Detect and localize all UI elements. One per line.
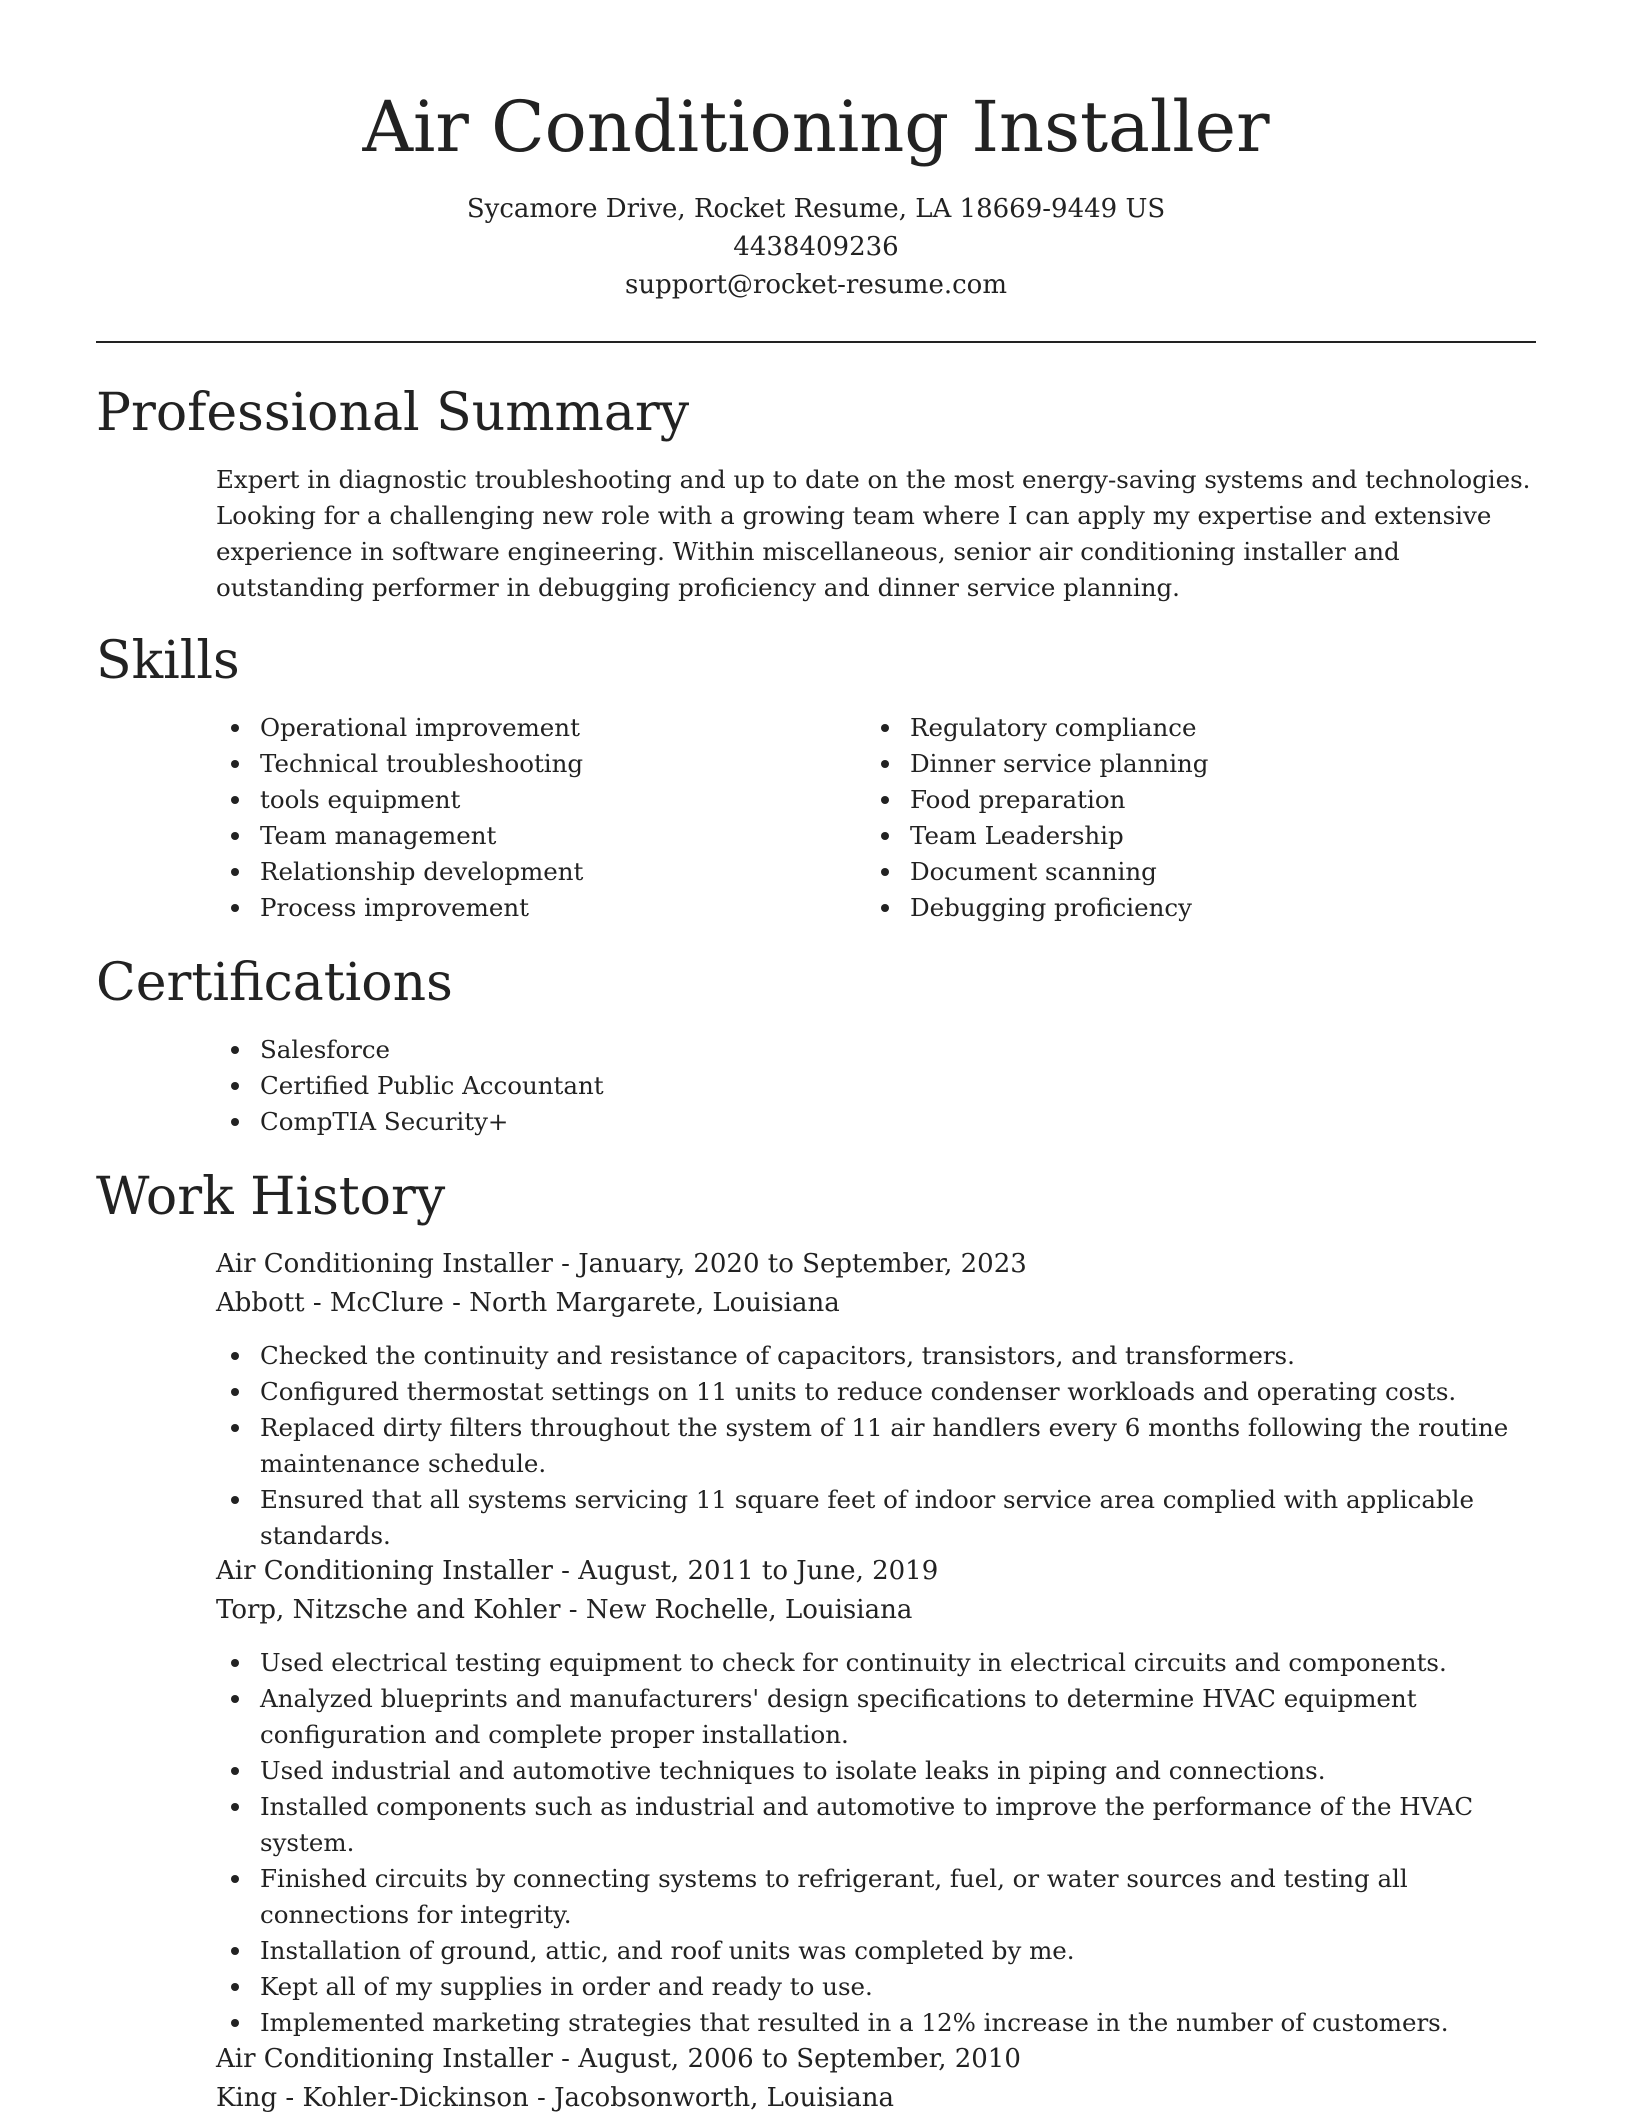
job-entry	[216, 2040, 1540, 2118]
list-item: Used industrial and automotive techniques to isolate leaks in piping and connections.	[216, 1753, 1540, 1789]
list-item: Certified Public Accountant	[216, 1068, 604, 1104]
list-item: Finished circuits by connecting systems to refrigerant, fuel, or water sources and testing all connections for integrity.	[216, 1861, 1540, 1933]
section-title-work-history: Work History	[96, 1167, 446, 1227]
list-item: Configured thermostat settings on 11 units to reduce condenser workloads and operating costs.	[216, 1374, 1540, 1410]
list-item: Installation of ground, attic, and roof units was completed by me.	[216, 1933, 1540, 1969]
list-item: Analyzed blueprints and manufacturers' design specifications to determine HVAC equipment configuration and complete proper installation.	[216, 1681, 1540, 1753]
contact-email: support@rocket-resume.com	[624, 270, 1007, 300]
job-entry	[216, 1552, 1540, 2041]
list-item: CompTIA Security+	[216, 1104, 604, 1140]
job-title-line: Air Conditioning Installer - August, 2011 to June, 2019	[216, 1556, 939, 1586]
job-company-line: Torp, Nitzsche and Kohler - New Rochelle, Louisiana	[216, 1595, 913, 1625]
contact-phone: 4438409236	[733, 232, 899, 262]
contact-block	[0, 190, 1632, 304]
list-item: Regulatory compliance	[866, 710, 1486, 746]
header-divider	[96, 341, 1536, 343]
list-item: Technical troubleshooting	[216, 746, 816, 782]
job-title-line: Air Conditioning Installer - January, 2020 to September, 2023	[216, 1249, 1027, 1279]
job-bullets	[216, 1645, 1540, 2041]
job-entry	[216, 1245, 1540, 1554]
contact-address: Sycamore Drive, Rocket Resume, LA 18669-9449 US	[466, 194, 1166, 224]
list-item: Checked the continuity and resistance of capacitors, transistors, and transformers.	[216, 1338, 1540, 1374]
summary-text: Expert in diagnostic troubleshooting and up to date on the most energy-saving systems and technologies. Looking for a challenging new role with a growing team where I can apply my expertise and extensive experience in software engineering. Within miscellaneous, senior air conditioning installer and outstanding performer in debugging proficiency and dinner service planning.	[216, 465, 1531, 602]
list-item: Implemented marketing strategies that resulted in a 12% increase in the number of customers.	[216, 2005, 1540, 2041]
list-item: Team management	[216, 818, 816, 854]
list-item: Kept all of my supplies in order and ready to use.	[216, 1969, 1540, 2005]
resume-header	[0, 0, 1632, 304]
list-item: Relationship development	[216, 854, 816, 890]
list-item: Dinner service planning	[866, 746, 1486, 782]
list-item: Team Leadership	[866, 818, 1486, 854]
job-company-line: Abbott - McClure - North Margarete, Louisiana	[216, 1288, 840, 1318]
skills-list-right	[866, 710, 1486, 926]
list-item: tools equipment	[216, 782, 816, 818]
list-item: Debugging proficiency	[866, 890, 1486, 926]
job-bullets	[216, 1338, 1540, 1554]
list-item: Operational improvement	[216, 710, 816, 746]
list-item: Installed components such as industrial and automotive to improve the performance of the HVAC system.	[216, 1789, 1540, 1861]
list-item: Process improvement	[216, 890, 816, 926]
job-company-line: King - Kohler-Dickinson - Jacobsonworth, Louisiana	[216, 2083, 895, 2113]
list-item: Used electrical testing equipment to check for continuity in electrical circuits and components.	[216, 1645, 1540, 1681]
job-title-line: Air Conditioning Installer - August, 2006 to September, 2010	[216, 2044, 1021, 2074]
section-title-skills: Skills	[96, 631, 240, 691]
list-item: Ensured that all systems servicing 11 square feet of indoor service area complied with applicable standards.	[216, 1482, 1540, 1554]
skills-list-left	[216, 710, 816, 926]
section-title-certifications: Certifications	[96, 953, 453, 1013]
candidate-name: Air Conditioning Installer	[362, 86, 1270, 168]
list-item: Food preparation	[866, 782, 1486, 818]
section-title-summary: Professional Summary	[96, 383, 690, 443]
list-item: Replaced dirty filters throughout the system of 11 air handlers every 6 months following the routine maintenance schedule.	[216, 1410, 1540, 1482]
list-item: Salesforce	[216, 1032, 604, 1068]
list-item: Document scanning	[866, 854, 1486, 890]
certifications-list	[216, 1032, 604, 1140]
